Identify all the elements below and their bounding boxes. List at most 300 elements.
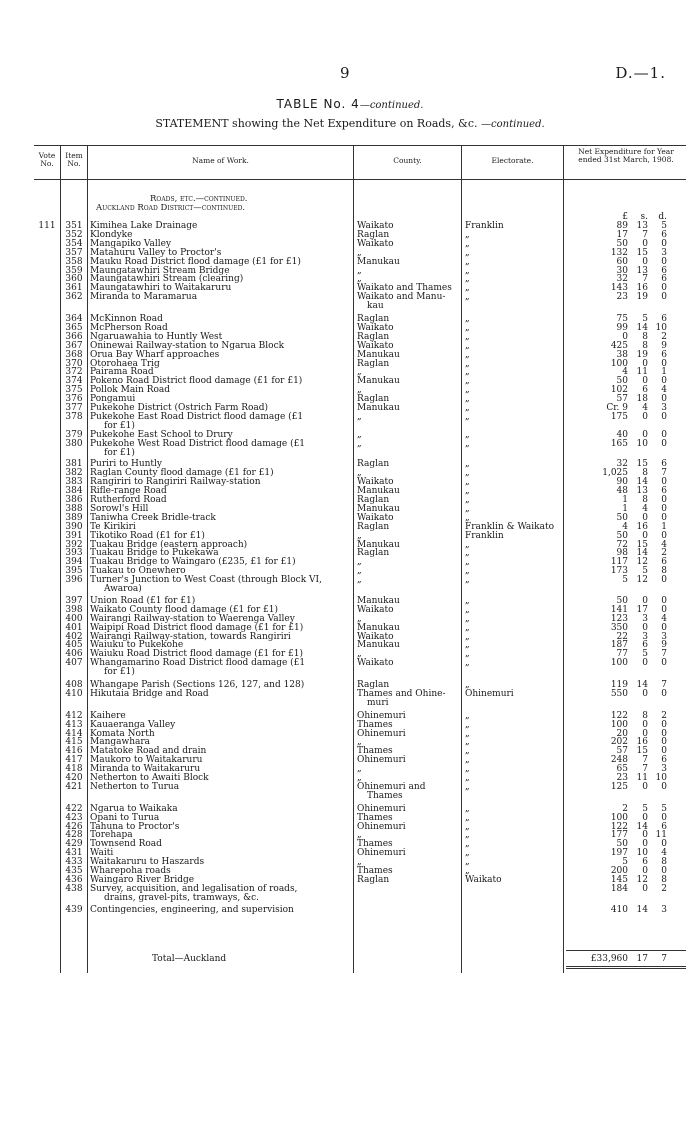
item-number: 360 bbox=[65, 274, 83, 285]
work-name: Rutherford Road bbox=[90, 495, 167, 505]
county: Manukau bbox=[357, 349, 400, 360]
table-title bbox=[0, 97, 700, 111]
pounds: 1 bbox=[622, 495, 628, 505]
item-number: 358 bbox=[65, 256, 83, 267]
table-row-continuation bbox=[0, 668, 700, 677]
statement-text: STATEMENT showing the Net Expenditure on Roads, &c. bbox=[155, 117, 478, 130]
work-name: Taniwha Creek Bridle-track bbox=[90, 512, 216, 523]
electorate: „ bbox=[465, 710, 470, 721]
page-number: 9 bbox=[340, 64, 350, 82]
electorate: „ bbox=[465, 821, 470, 832]
pounds: 1 bbox=[622, 503, 628, 514]
pounds: 100 bbox=[610, 358, 628, 369]
electorate: „ bbox=[465, 238, 470, 249]
pence: 0 bbox=[661, 866, 667, 876]
county: Thames bbox=[357, 839, 393, 850]
county-continued: Thames bbox=[367, 790, 403, 801]
county: „ bbox=[357, 385, 362, 396]
pounds: 50 bbox=[616, 238, 628, 249]
shillings: 8 bbox=[642, 495, 648, 505]
county: Manukau bbox=[357, 503, 400, 514]
pence: 2 bbox=[661, 331, 667, 342]
work-name: Torehapa bbox=[90, 830, 133, 841]
electorate: „ bbox=[465, 830, 470, 841]
shillings: 15 bbox=[636, 247, 648, 258]
electorate: „ bbox=[465, 848, 470, 859]
work-name: Netherton to Awaiti Block bbox=[90, 773, 209, 783]
item-number: 421 bbox=[65, 781, 83, 792]
pence: 9 bbox=[661, 340, 667, 351]
work-name: Komata North bbox=[90, 728, 155, 739]
shillings: 8 bbox=[642, 340, 648, 351]
document-reference: D.—1. bbox=[615, 64, 666, 82]
work-name: Waiuku to Pukekohe bbox=[90, 640, 184, 651]
work-name: Mangapiko Valley bbox=[90, 238, 172, 249]
work-name-continued: drains, gravel-pits, tramways, &c. bbox=[104, 892, 260, 903]
shillings: 12 bbox=[636, 575, 648, 586]
pounds: 173 bbox=[610, 566, 628, 577]
total-row bbox=[0, 955, 700, 964]
county: Waikato bbox=[357, 512, 394, 523]
item-number: 412 bbox=[65, 710, 83, 721]
shillings: 0 bbox=[642, 883, 648, 894]
item-number: 410 bbox=[65, 688, 83, 699]
total-bottom-rule-2 bbox=[566, 968, 686, 969]
county: Waikato bbox=[357, 477, 394, 488]
item-number: 420 bbox=[65, 773, 83, 783]
work-name: Turner's Junction to West Coast (through Block VI, bbox=[90, 575, 322, 586]
work-name: Waikato County flood damage (£1 for £1) bbox=[90, 604, 279, 615]
pounds: 143 bbox=[610, 283, 628, 294]
county: „ bbox=[357, 857, 362, 868]
shillings: 11 bbox=[636, 367, 648, 378]
electorate: Waikato bbox=[465, 874, 502, 885]
county: Raglan bbox=[357, 459, 390, 470]
work-name: Puriri to Huntly bbox=[90, 459, 162, 470]
electorate: „ bbox=[465, 403, 470, 413]
pounds: 60 bbox=[616, 256, 628, 267]
shillings: 0 bbox=[642, 411, 648, 422]
item-number: 416 bbox=[65, 746, 83, 757]
item-number: 423 bbox=[65, 812, 83, 823]
pounds: 550 bbox=[610, 688, 628, 699]
header-bottom-rule bbox=[34, 179, 686, 180]
shillings: 15 bbox=[636, 746, 648, 757]
shillings: 0 bbox=[642, 719, 648, 730]
shillings: 8 bbox=[642, 710, 648, 721]
item-number: 359 bbox=[65, 265, 83, 276]
pence: 2 bbox=[661, 883, 667, 894]
shillings: 5 bbox=[642, 803, 648, 814]
pounds: 72 bbox=[616, 539, 628, 550]
item-number: 352 bbox=[65, 229, 83, 240]
work-name: Maungatawhiri Stream (clearing) bbox=[90, 274, 244, 285]
shillings: 10 bbox=[636, 438, 648, 449]
county: Waikato bbox=[357, 604, 394, 615]
pounds: 165 bbox=[610, 438, 628, 449]
pounds: 5 bbox=[622, 857, 628, 868]
pence: 0 bbox=[661, 411, 667, 422]
shillings: 5 bbox=[642, 566, 648, 577]
pence: 2 bbox=[661, 710, 667, 721]
county: Thames bbox=[357, 746, 393, 757]
pence: 1 bbox=[661, 521, 667, 532]
shillings: 6 bbox=[642, 857, 648, 868]
county: Waikato bbox=[357, 631, 394, 642]
work-name: Tuakau Bridge (eastern approach) bbox=[90, 539, 248, 550]
item-number: 396 bbox=[65, 575, 83, 586]
table-row-continuation bbox=[0, 585, 700, 594]
shillings: 0 bbox=[642, 728, 648, 739]
pounds: 125 bbox=[610, 781, 628, 792]
table-row bbox=[0, 690, 700, 699]
header-electorate: Electorate. bbox=[491, 156, 534, 165]
work-name: Netherton to Turua bbox=[90, 781, 180, 792]
county: „ bbox=[357, 367, 362, 378]
shillings: 5 bbox=[642, 314, 648, 324]
electorate: „ bbox=[465, 658, 470, 669]
item-number: 389 bbox=[65, 512, 83, 523]
table-row-continuation bbox=[0, 302, 700, 311]
pence: 11 bbox=[655, 830, 667, 841]
county: Manukau bbox=[357, 256, 400, 267]
work-name: Kaihere bbox=[90, 710, 126, 721]
item-number: 376 bbox=[65, 394, 83, 405]
pence: 6 bbox=[661, 265, 667, 276]
electorate: „ bbox=[465, 640, 470, 651]
item-number: 383 bbox=[65, 477, 83, 488]
shillings: 16 bbox=[636, 737, 648, 748]
pence: 0 bbox=[661, 256, 667, 267]
table-row-continuation bbox=[0, 699, 700, 708]
electorate: „ bbox=[465, 477, 470, 488]
electorate: „ bbox=[465, 358, 470, 369]
pence: 4 bbox=[661, 539, 667, 550]
shillings: 0 bbox=[642, 376, 648, 387]
item-number: 438 bbox=[65, 883, 83, 894]
shillings: 14 bbox=[636, 322, 648, 333]
pence: 6 bbox=[661, 314, 667, 324]
shillings: 16 bbox=[636, 283, 648, 294]
pence: 0 bbox=[661, 438, 667, 449]
pence: 3 bbox=[661, 403, 667, 413]
county-continued: kau bbox=[367, 301, 384, 312]
pounds: 177 bbox=[610, 830, 628, 841]
pounds: 248 bbox=[610, 755, 628, 766]
pounds: 30 bbox=[616, 265, 628, 276]
county: Ohinemuri bbox=[357, 803, 406, 814]
pence: 0 bbox=[661, 575, 667, 586]
table-row bbox=[0, 783, 700, 792]
header-county: County. bbox=[393, 156, 422, 165]
county-continued: muri bbox=[367, 697, 389, 708]
item-number: 368 bbox=[65, 349, 83, 360]
work-name: Union Road (£1 for £1) bbox=[90, 595, 196, 606]
county: Thames and Ohine- bbox=[357, 688, 446, 699]
item-number: 393 bbox=[65, 548, 83, 559]
county: „ bbox=[357, 557, 362, 568]
shillings: 0 bbox=[642, 256, 648, 267]
pence: 6 bbox=[661, 557, 667, 568]
shillings: 19 bbox=[636, 349, 648, 360]
shillings: 11 bbox=[636, 773, 648, 783]
pence: 0 bbox=[661, 292, 667, 303]
pounds: 2 bbox=[622, 803, 628, 814]
electorate: „ bbox=[465, 649, 470, 660]
electorate: „ bbox=[465, 604, 470, 615]
table-row-continuation bbox=[0, 792, 700, 801]
pence: 0 bbox=[661, 781, 667, 792]
item-number: 395 bbox=[65, 566, 83, 577]
pence: 0 bbox=[661, 604, 667, 615]
work-name: McPherson Road bbox=[90, 322, 168, 333]
county: „ bbox=[357, 429, 362, 440]
county: Raglan bbox=[357, 548, 390, 559]
item-number: 392 bbox=[65, 539, 83, 550]
pounds: 99 bbox=[616, 322, 628, 333]
shillings: 10 bbox=[636, 848, 648, 859]
work-name: Mangawhara bbox=[90, 737, 151, 748]
electorate: „ bbox=[465, 737, 470, 748]
electorate: „ bbox=[465, 866, 470, 876]
work-name: Pukekohe District (Ostrich Farm Road) bbox=[90, 403, 269, 413]
electorate: „ bbox=[465, 314, 470, 324]
electorate: „ bbox=[465, 728, 470, 739]
electorate: „ bbox=[465, 680, 470, 690]
item-number: 397 bbox=[65, 595, 83, 606]
shillings-label: s. bbox=[640, 212, 648, 222]
shillings: 15 bbox=[636, 459, 648, 470]
pence: 10 bbox=[655, 322, 667, 333]
shillings: 5 bbox=[642, 649, 648, 660]
item-number: 351 bbox=[65, 221, 83, 231]
county: „ bbox=[357, 613, 362, 624]
pence: 6 bbox=[661, 459, 667, 470]
item-number: 382 bbox=[65, 468, 83, 479]
work-name: Sorowl's Hill bbox=[90, 503, 149, 514]
electorate: „ bbox=[465, 331, 470, 342]
shillings: 14 bbox=[636, 477, 648, 488]
item-number: 374 bbox=[65, 376, 83, 387]
item-number: 362 bbox=[65, 292, 83, 303]
electorate: „ bbox=[465, 512, 470, 523]
shillings: 7 bbox=[642, 229, 648, 240]
header-expenditure: Net Expenditure for Year ended 31st March, 1908. bbox=[578, 147, 674, 164]
county: Raglan bbox=[357, 394, 390, 405]
shillings: 6 bbox=[642, 640, 648, 651]
work-name: Pukekohe East Road District flood damage (£1 bbox=[90, 411, 304, 422]
electorate: „ bbox=[465, 839, 470, 850]
pence: 0 bbox=[661, 358, 667, 369]
pence: 6 bbox=[661, 274, 667, 285]
pence: 0 bbox=[661, 688, 667, 699]
pence: 9 bbox=[661, 640, 667, 651]
pounds: 100 bbox=[610, 719, 628, 730]
electorate: Franklin bbox=[465, 530, 504, 541]
county: Raglan bbox=[357, 331, 390, 342]
pounds: 350 bbox=[610, 622, 628, 633]
electorate: „ bbox=[465, 495, 470, 505]
county: „ bbox=[357, 265, 362, 276]
item-number: 402 bbox=[65, 631, 83, 642]
electorate: „ bbox=[465, 292, 470, 303]
county: Ohinemuri bbox=[357, 821, 406, 832]
electorate: „ bbox=[465, 781, 470, 792]
work-name: Pongamui bbox=[90, 394, 136, 405]
pence: 3 bbox=[661, 764, 667, 775]
shillings: 14 bbox=[636, 680, 648, 690]
electorate: „ bbox=[465, 622, 470, 633]
item-number: 426 bbox=[65, 821, 83, 832]
electorate: Franklin & Waikato bbox=[465, 521, 555, 532]
total-label: Total—Auckland bbox=[152, 954, 227, 964]
item-number: 377 bbox=[65, 403, 83, 413]
pence: 4 bbox=[661, 848, 667, 859]
shillings: 19 bbox=[636, 292, 648, 303]
pounds: 22 bbox=[616, 631, 628, 642]
pence: 0 bbox=[661, 595, 667, 606]
shillings: 3 bbox=[642, 631, 648, 642]
county: Manukau bbox=[357, 403, 400, 413]
item-number: 433 bbox=[65, 857, 83, 868]
table-top-rule bbox=[34, 145, 686, 146]
county: „ bbox=[357, 468, 362, 479]
county: Waikato bbox=[357, 322, 394, 333]
pence: 0 bbox=[661, 376, 667, 387]
item-number: 436 bbox=[65, 874, 83, 885]
shillings: 13 bbox=[636, 265, 648, 276]
pounds: 202 bbox=[610, 737, 628, 748]
work-name: Orua Bay Wharf approaches bbox=[90, 349, 220, 360]
total-top-rule bbox=[566, 950, 686, 951]
work-name: Ngarua to Waikaka bbox=[90, 803, 178, 814]
pence-label: d. bbox=[658, 212, 667, 222]
electorate: „ bbox=[465, 429, 470, 440]
county: „ bbox=[357, 649, 362, 660]
pounds: 57 bbox=[616, 394, 628, 405]
work-name: Tuakau Bridge to Waingaro (£235, £1 for £1) bbox=[90, 557, 296, 568]
shillings: 13 bbox=[636, 486, 648, 497]
electorate: „ bbox=[465, 247, 470, 258]
pence: 0 bbox=[661, 719, 667, 730]
work-name: Waiuku Road District flood damage (£1 for £1) bbox=[90, 649, 303, 660]
pounds: 38 bbox=[616, 349, 628, 360]
pounds: 50 bbox=[616, 530, 628, 541]
work-name: Rangiriri to Rangiriri Railway-station bbox=[90, 477, 261, 488]
item-number: 401 bbox=[65, 622, 83, 633]
work-name: Tikotiko Road (£1 for £1) bbox=[90, 530, 205, 541]
pounds: 117 bbox=[610, 557, 628, 568]
electorate: „ bbox=[465, 575, 470, 586]
work-name: McKinnon Road bbox=[90, 314, 163, 324]
shillings: 0 bbox=[642, 839, 648, 850]
pounds: 4 bbox=[622, 367, 628, 378]
item-number: 364 bbox=[65, 314, 83, 324]
pence: 3 bbox=[661, 247, 667, 258]
work-name: Miranda to Maramarua bbox=[90, 292, 198, 303]
county: Thames bbox=[357, 866, 393, 876]
pounds: 50 bbox=[616, 376, 628, 387]
pence: 0 bbox=[661, 530, 667, 541]
work-name: Maungatawhiri Stream Bridge bbox=[90, 265, 230, 276]
electorate: „ bbox=[465, 613, 470, 624]
total-bottom-rule bbox=[566, 966, 686, 967]
pounds: 32 bbox=[616, 274, 628, 285]
total-shillings: 17 bbox=[636, 954, 648, 964]
item-number: 386 bbox=[65, 495, 83, 505]
pence: 8 bbox=[661, 874, 667, 885]
electorate: „ bbox=[465, 631, 470, 642]
county: „ bbox=[357, 773, 362, 783]
table-title-main: TABLE No. 4 bbox=[276, 97, 360, 111]
total-pounds: £33,960 bbox=[590, 954, 628, 964]
work-name: Mauku Road District flood damage (£1 for £1) bbox=[90, 256, 301, 267]
pounds: 20 bbox=[616, 728, 628, 739]
county: Waikato and Manu- bbox=[357, 292, 446, 303]
work-name: Wairangi Railway-station, towards Rangiriri bbox=[90, 631, 291, 642]
item-number: 439 bbox=[65, 904, 83, 915]
county: Raglan bbox=[357, 680, 390, 690]
work-name: Tuakau Bridge to Pukekawa bbox=[90, 548, 219, 559]
shillings: 0 bbox=[642, 812, 648, 823]
county: Raglan bbox=[357, 521, 390, 532]
pounds: 50 bbox=[616, 839, 628, 850]
county: „ bbox=[357, 530, 362, 541]
work-name: Whangamarino Road District flood damage (£1 bbox=[90, 658, 306, 669]
county: Manukau bbox=[357, 486, 400, 497]
shillings: 4 bbox=[642, 503, 648, 514]
pounds: 425 bbox=[610, 340, 628, 351]
item-number: 431 bbox=[65, 848, 83, 859]
statement-suffix: —continued. bbox=[481, 119, 545, 130]
shillings: 12 bbox=[636, 557, 648, 568]
item-number: 406 bbox=[65, 649, 83, 660]
work-name: Rifle-range Road bbox=[90, 486, 167, 497]
pence: 7 bbox=[661, 468, 667, 479]
county: Ohinemuri and bbox=[357, 781, 426, 792]
pence: 0 bbox=[661, 503, 667, 514]
item-number: 384 bbox=[65, 486, 83, 497]
county: „ bbox=[357, 566, 362, 577]
pence: 0 bbox=[661, 746, 667, 757]
pounds: 4 bbox=[622, 521, 628, 532]
item-number: 357 bbox=[65, 247, 83, 258]
electorate: Franklin bbox=[465, 221, 504, 231]
section-subheading: Auckland Road District—continued. bbox=[96, 203, 246, 213]
item-number: 414 bbox=[65, 728, 83, 739]
pounds: 100 bbox=[610, 812, 628, 823]
pence: 0 bbox=[661, 737, 667, 748]
item-number: 388 bbox=[65, 503, 83, 514]
shillings: 14 bbox=[636, 904, 648, 915]
item-number: 408 bbox=[65, 680, 83, 690]
pounds: 0 bbox=[622, 331, 628, 342]
pence: 0 bbox=[661, 283, 667, 294]
county: „ bbox=[357, 274, 362, 285]
pence: 7 bbox=[661, 680, 667, 690]
item-number: 361 bbox=[65, 283, 83, 294]
work-name: Maukoro to Waitakaruru bbox=[90, 755, 203, 766]
work-name: Whangape Parish (Sections 126, 127, and 128) bbox=[90, 680, 305, 690]
shillings: 14 bbox=[636, 821, 648, 832]
item-number: 372 bbox=[65, 367, 83, 378]
pence: 6 bbox=[661, 486, 667, 497]
shillings: 0 bbox=[642, 595, 648, 606]
work-name: Pokeno Road District flood damage (£1 for £1) bbox=[90, 376, 303, 387]
pounds-label: £ bbox=[622, 212, 628, 222]
work-name-continued: Awaroa) bbox=[104, 584, 142, 594]
pounds: 197 bbox=[610, 848, 628, 859]
